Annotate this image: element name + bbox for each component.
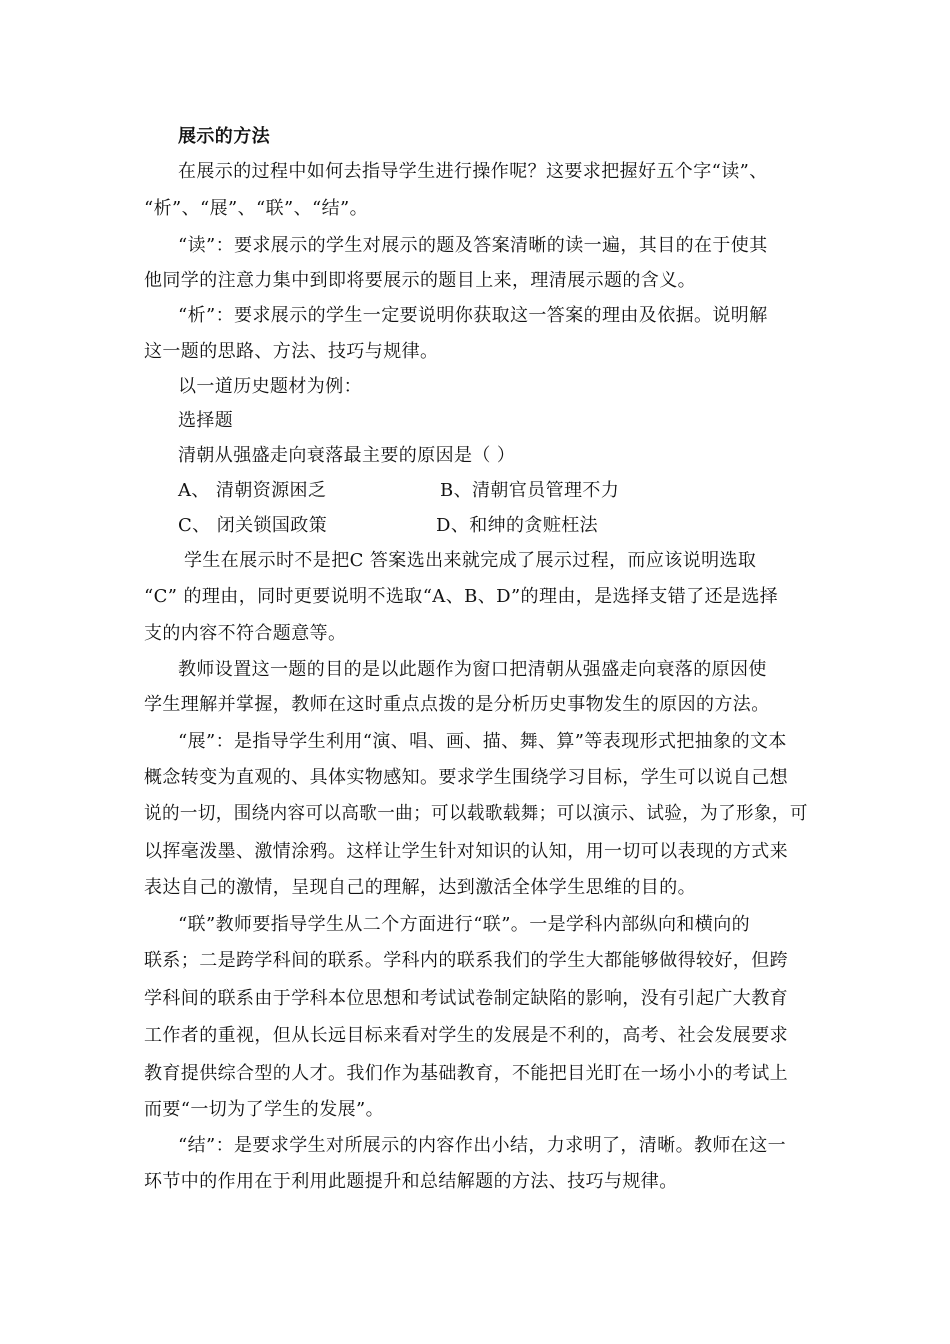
- paragraph-line: 学科间的联系由于学科本位思想和考试试卷制定缺陷的影响，没有引起广大教育: [144, 988, 788, 1009]
- option-b: B、清朝官员管理不力: [440, 480, 620, 501]
- paragraph-line: 在展示的过程中如何去指导学生进行操作呢？这要求把握好五个字“读”、: [178, 161, 768, 182]
- example-intro: 以一道历史题材为例：: [178, 376, 362, 397]
- paragraph-line: 教师设置这一题的目的是以此题作为窗口把清朝从强盛走向衰落的原因使: [178, 659, 767, 680]
- paragraph-line: “读”：要求展示的学生对展示的题及答案清晰的读一遍，其目的在于使其: [178, 235, 768, 256]
- paragraph-line: 联系；二是跨学科间的联系。学科内的联系我们的学生大都能够做得较好，但跨: [144, 950, 788, 971]
- paragraph-line: 学生在展示时不是把C 答案选出来就完成了展示过程，而应该说明选取: [184, 550, 757, 571]
- option-c: C、 闭关锁国政策: [178, 515, 328, 536]
- paragraph-line: “析”、“展”、“联”、“结”。: [144, 198, 369, 219]
- paragraph-line: 他同学的注意力集中到即将要展示的题目上来，理清展示题的含义。: [144, 270, 696, 291]
- paragraph-line: 支的内容不符合题意等。: [144, 623, 347, 644]
- paragraph-line: “展”：是指导学生利用“演、唱、画、描、舞、算”等表现形式把抽象的文本: [178, 731, 787, 752]
- paragraph-line: 而要“一切为了学生的发展”。: [144, 1099, 385, 1120]
- paragraph-line: 这一题的思路、方法、技巧与规律。: [144, 341, 439, 362]
- question-text: 清朝从强盛走向衰落最主要的原因是（ ）: [178, 445, 516, 466]
- paragraph-line: 以挥毫泼墨、激情涂鸦。这样让学生针对知识的认知，用一切可以表现的方式来: [144, 841, 788, 862]
- paragraph-line: “C” 的理由，同时更要说明不选取“A、B、D”的理由，是选择支错了还是选择: [144, 586, 779, 607]
- paragraph-line: 环节中的作用在于利用此题提升和总结解题的方法、技巧与规律。: [144, 1171, 678, 1192]
- paragraph-line: “结”：是要求学生对所展示的内容作出小结，力求明了，清晰。教师在这一: [178, 1135, 787, 1156]
- question-type: 选择题: [178, 410, 234, 431]
- paragraph-line: 表达自己的激情，呈现自己的理解，达到激活全体学生思维的目的。: [144, 877, 696, 898]
- paragraph-line: 说的一切，围绕内容可以高歌一曲；可以载歌载舞；可以演示、试验，为了形象，可: [144, 803, 808, 824]
- paragraph-line: 概念转变为直观的、具体实物感知。要求学生围绕学习目标，学生可以说自己想: [144, 767, 788, 788]
- option-a: A、 清朝资源困乏: [178, 480, 327, 501]
- paragraph-line: 学生理解并掌握，教师在这时重点点拨的是分析历史事物发生的原因的方法。: [144, 694, 770, 715]
- option-d: D、和绅的贪赃枉法: [436, 515, 599, 536]
- paragraph-line: 工作者的重视，但从长远目标来看对学生的发展是不利的，高考、社会发展要求: [144, 1025, 788, 1046]
- paragraph-line: 教育提供综合型的人才。我们作为基础教育，不能把目光盯在一场小小的考试上: [144, 1063, 788, 1084]
- section-heading: 展示的方法: [178, 126, 270, 147]
- paragraph-line: “析”：要求展示的学生一定要说明你获取这一答案的理由及依据。说明解: [178, 305, 768, 326]
- paragraph-line: “联”教师要指导学生从二个方面进行“联”。一是学科内部纵向和横向的: [178, 914, 751, 935]
